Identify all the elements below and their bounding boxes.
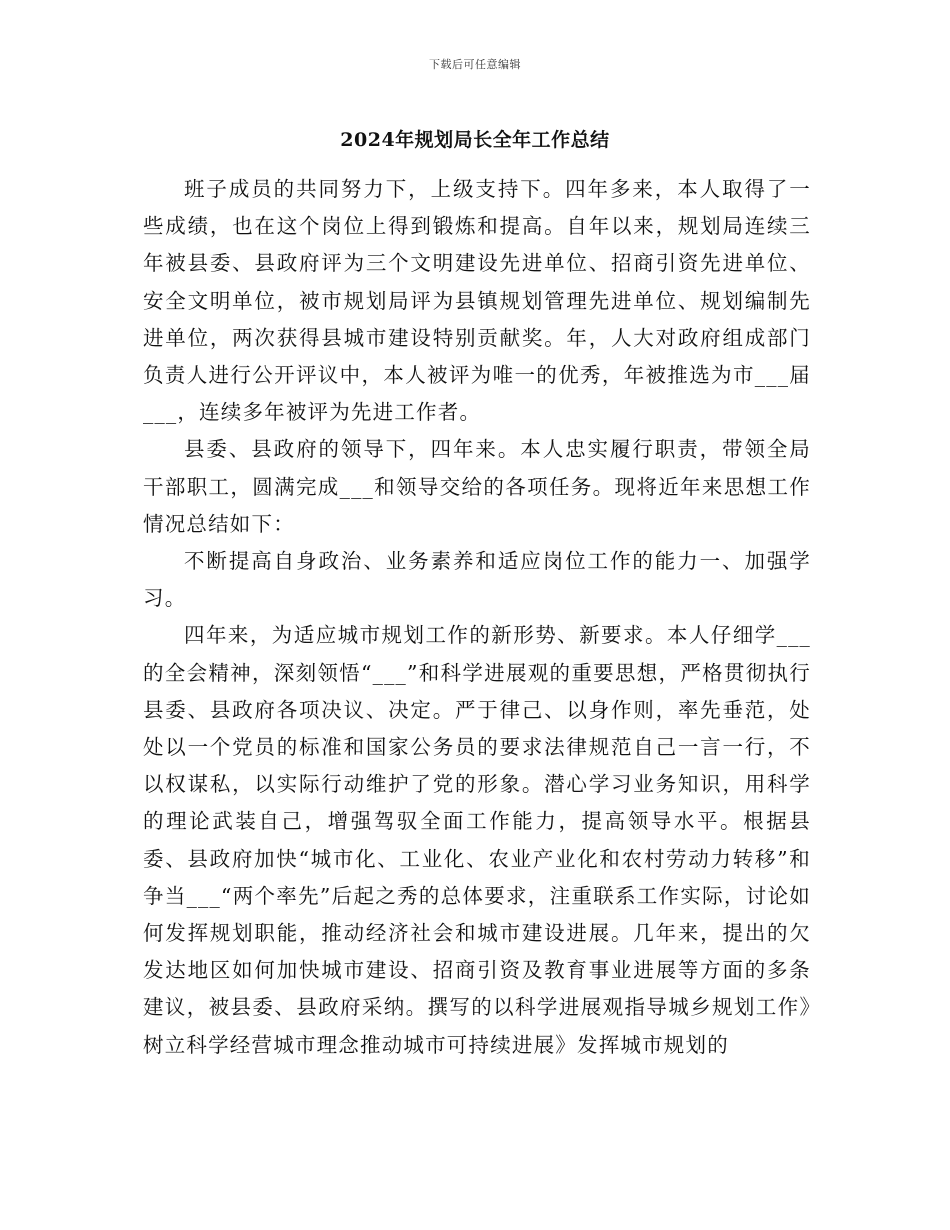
document-body	[143, 171, 811, 1064]
paragraph: 县委、县政府的领导下，四年来。本人忠实履行职责，带领全局干部职工，圆满完成___和领导交给的各项任务。现将近年来思想工作情况总结如下：	[143, 437, 811, 536]
paragraph: 四年来，为适应城市规划工作的新形势、新要求。本人仔细学___的全会精神，深刻领悟“___”和科学进展观的重要思想，严格贯彻执行县委、县政府各项决议、决定。严于律己、以身作则，率先垂范，处处以一个党员的标准和国家公务员的要求法律规范自己一言一行，不以权谋私，以实际行动维护了党的形象。潜心学习业务知识，用科学的理论武装自己，增强驾驭全面工作能力，提高领导水平。根据县委、县政府加快“城市化、工业化、农业产业化和农村劳动力转移”和争当___“两个率先”后起之秀的总体要求，注重联系工作实际，讨论如何发挥规划职能，推动经济社会和城市建设进展。几年来，提出的欠发达地区如何加快城市建设、招商引资及教育事业进展等方面的多条建议，被县委、县政府采纳。撰写的以科学进展观指导城乡规划工作》树立科学经营城市理念推动城市可持续进展》发挥城市规划的	[143, 623, 811, 1057]
paragraph: 班子成员的共同努力下，上级支持下。四年多来，本人取得了一些成绩，也在这个岗位上得到锻炼和提高。自年以来，规划局连续三年被县委、县政府评为三个文明建设先进单位、招商引资先进单位、安全文明单位，被市规划局评为县镇规划管理先进单位、规划编制先进单位，两次获得县城市建设特别贡献奖。年，人大对政府组成部门负责人进行公开评议中，本人被评为唯一的优秀，年被推选为市___届___，连续多年被评为先进工作者。	[143, 177, 811, 425]
header-note: 下载后可任意编辑	[429, 58, 521, 71]
paragraph: 不断提高自身政治、业务素养和适应岗位工作的能力一、加强学习。	[143, 549, 811, 611]
document-title: 2024年规划局长全年工作总结	[340, 129, 610, 151]
